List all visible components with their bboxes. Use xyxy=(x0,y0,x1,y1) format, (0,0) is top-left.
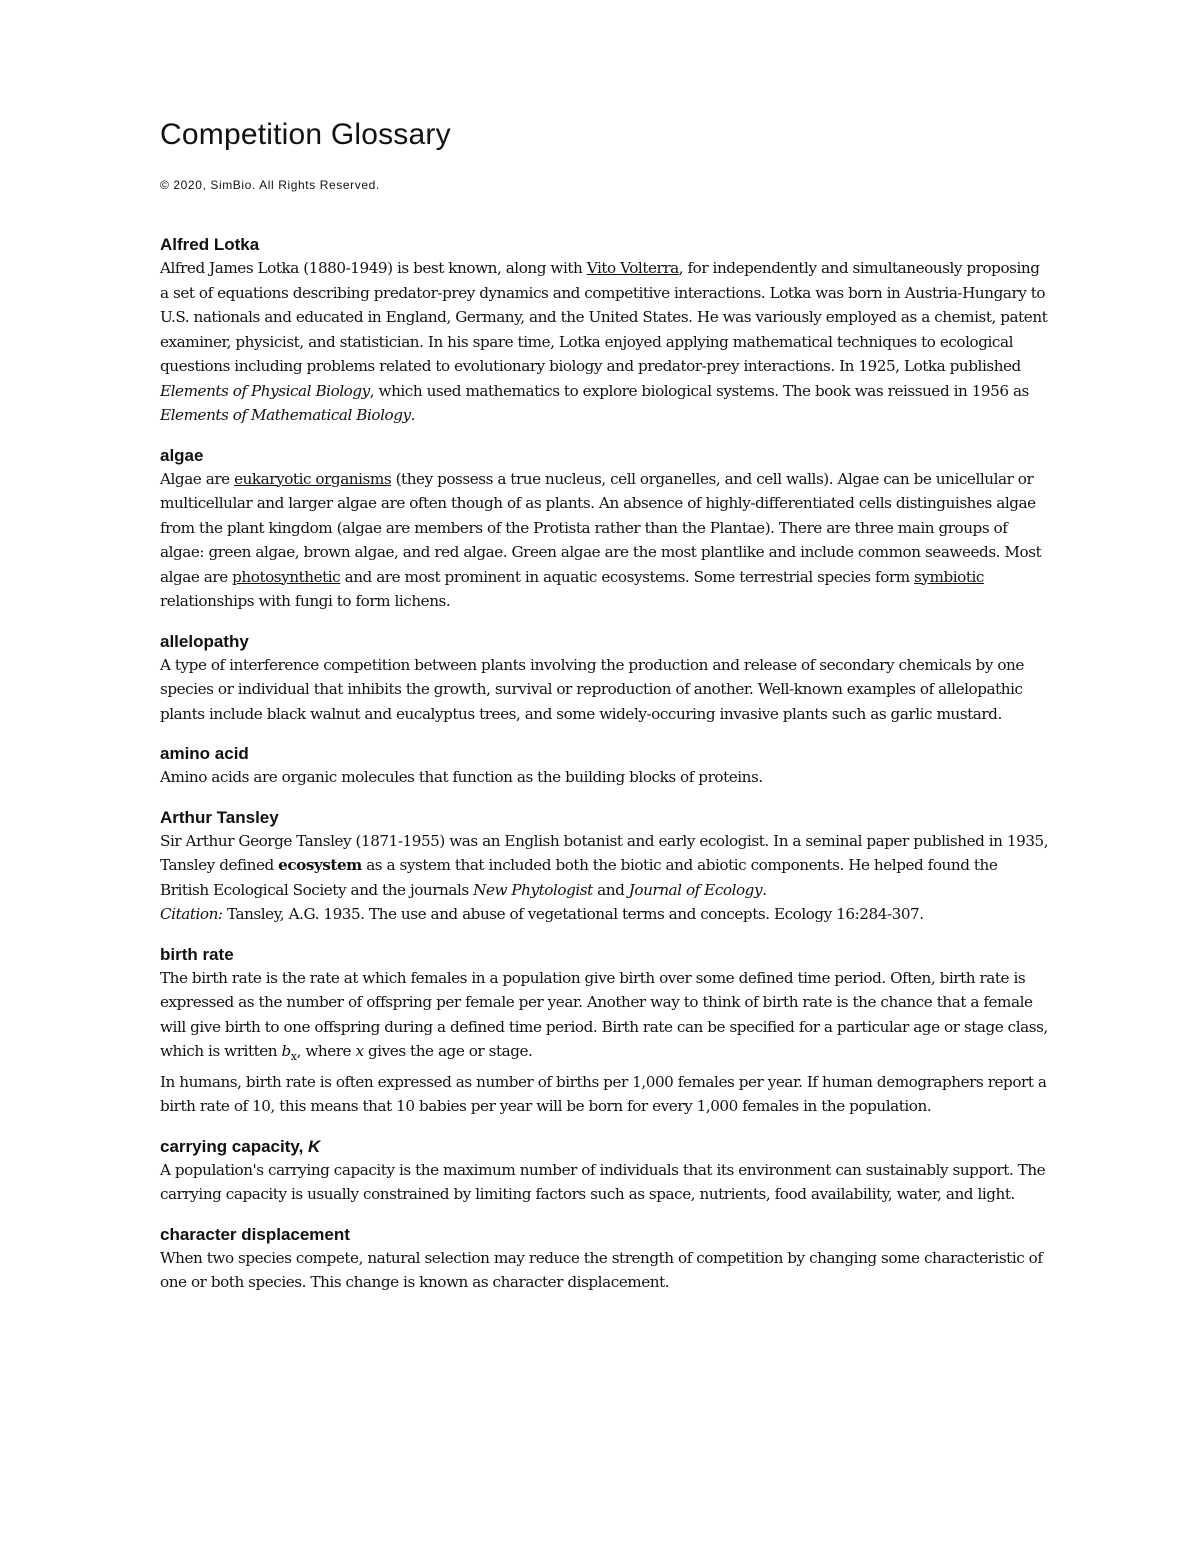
glossary-entry-carrying-capacity xyxy=(160,1136,1050,1207)
bold-term: ecosystem xyxy=(278,856,362,874)
citation-label: Citation: xyxy=(160,905,223,923)
math-symbol: x xyxy=(355,1042,364,1060)
term-heading: birth rate xyxy=(160,944,234,964)
definition-text: and are most prominent in aquatic ecosystems. Some terrestrial species form xyxy=(340,567,915,586)
definition-text: Algae are xyxy=(160,469,235,488)
definition-text: relationships with fungi to form lichens. xyxy=(160,592,451,610)
definition-text: . xyxy=(762,880,767,899)
term-definition: A population's carrying capacity is the maximum number of individuals that its environment can sustainably support. The carrying capacity is usually constrained by limiting factors such as space, nutrients, food availability, water, and light. xyxy=(160,1160,1046,1204)
term-heading: amino acid xyxy=(160,744,249,763)
term-definition: Amino acids are organic molecules that function as the building blocks of proteins. xyxy=(160,768,763,786)
link-eukaryotic-organisms[interactable]: eukaryotic organisms xyxy=(234,469,392,488)
definition-text: Alfred James Lotka (1880-1949) is best known, along with xyxy=(160,259,587,277)
term-heading: Arthur Tansley xyxy=(160,807,279,827)
definition-text: , for independently and simultaneously proposing a set of equations describing predator-prey dynamics and competitive interactions. Lotka was born in Austria-Hungary to U.S. nationals and educated in England, Germany, and the United States. He was variously employed as a chemist, patent examiner, physicist, and statistician. In his spare time, Lotka enjoyed applying mathematical techniques to ecological questions including problems related to evolutionary biology and predator-prey interactions. In 1925, Lotka published xyxy=(160,259,1048,375)
term-definition xyxy=(160,256,1050,428)
page-title: Competition Glossary xyxy=(160,118,451,151)
citation xyxy=(160,902,1050,927)
term-heading: Alfred Lotka xyxy=(160,235,260,254)
term-definition xyxy=(160,829,1050,927)
link-symbiotic[interactable]: symbiotic xyxy=(914,567,984,586)
term-text: carrying capacity, xyxy=(160,1136,309,1156)
definition-text: gives the age or stage. xyxy=(363,1042,533,1060)
glossary-entry-arthur-tansley xyxy=(160,807,1050,927)
journal-title: New Phytologist xyxy=(473,880,593,899)
citation-text: Tansley, A.G. 1935. The use and abuse of vegetational terms and concepts. Ecology 16:284-307. xyxy=(222,905,924,923)
glossary-entry-character-displacement xyxy=(160,1224,1050,1295)
definition-text: as a system that included both the biotic and abiotic components. He helped found the British Ecological Society and the journals xyxy=(160,856,998,899)
definition-paragraph: In humans, birth rate is often expressed as number of births per 1,000 females per year. If human demographers report a birth rate of 10, this means that 10 babies per year will be born for every 1,000 females in the population. xyxy=(160,1072,1047,1116)
math-symbol: b xyxy=(281,1042,291,1060)
glossary-page xyxy=(160,118,1050,1312)
link-photosynthetic[interactable]: photosynthetic xyxy=(232,567,341,586)
definition-text: . xyxy=(410,406,416,424)
term-definition: A type of interference competition between plants involving the production and release of secondary chemicals by one species or individual that inhibits the growth, survival or reproduction of another. Well-known examples of allelopathic plants include black walnut and eucalyptus trees, and some widely-occuring invasive plants such as garlic mustard. xyxy=(160,655,1024,723)
glossary-entry-birth-rate xyxy=(160,944,1050,1119)
definition-text: and xyxy=(592,880,629,899)
definition-text: Sir Arthur George Tansley (1871-1955) was an English botanist and early ecologist. In a seminal paper published in 1935, Tansley defined xyxy=(160,831,1049,874)
math-subscript: x xyxy=(290,1050,297,1064)
term-definition xyxy=(160,966,1050,1119)
term-definition: When two species compete, natural selection may reduce the strength of competition by changing some characteristic of one or both species. This change is known as character displacement. xyxy=(160,1248,1043,1292)
book-title: Elements of Mathematical Biology xyxy=(160,406,411,424)
term-definition xyxy=(160,467,1050,614)
link-vito-volterra[interactable]: Vito Volterra xyxy=(586,259,679,277)
definition-text: , which used mathematics to explore biological systems. The book was reissued in 1956 as xyxy=(369,381,1029,400)
journal-title: Journal of Ecology xyxy=(628,880,763,899)
definition-text: , where xyxy=(296,1042,356,1060)
definition-text: (they possess a true nucleus, cell organelles, and cell walls). Algae can be unicellular or multicellular and larger algae are often though of as plants. An absence of highly-differentiated cells distinguishes algae from the plant kingdom (algae are members of the Protista rather than the Plantae). There are three main groups of algae: green algae, brown algae, and red algae. Green algae are the most plantlike and include common seaweeds. Most algae are xyxy=(160,469,1042,586)
definition-text: The birth rate is the rate at which females in a population give birth over some defined time period. Often, birth rate is expressed as the number of offspring per female per year. Another way to think of birth rate is the chance that a female will give birth to one offspring during a defined time period. Birth rate can be specified for a particular age or stage class, which is written xyxy=(160,968,1048,1060)
term-heading: allelopathy xyxy=(160,631,249,651)
term-heading xyxy=(160,1136,1050,1158)
book-title: Elements of Physical Biology xyxy=(160,381,370,400)
term-heading: algae xyxy=(160,445,204,465)
copyright-notice: © 2020, SimBio. All Rights Reserved. xyxy=(160,178,380,192)
glossary-entry-allelopathy xyxy=(160,631,1050,727)
glossary-entry-alfred-lotka xyxy=(160,234,1050,428)
glossary-entry-algae xyxy=(160,445,1050,614)
term-heading: character displacement xyxy=(160,1224,350,1244)
term-symbol: K xyxy=(308,1136,321,1156)
glossary-entry-amino-acid xyxy=(160,743,1050,790)
